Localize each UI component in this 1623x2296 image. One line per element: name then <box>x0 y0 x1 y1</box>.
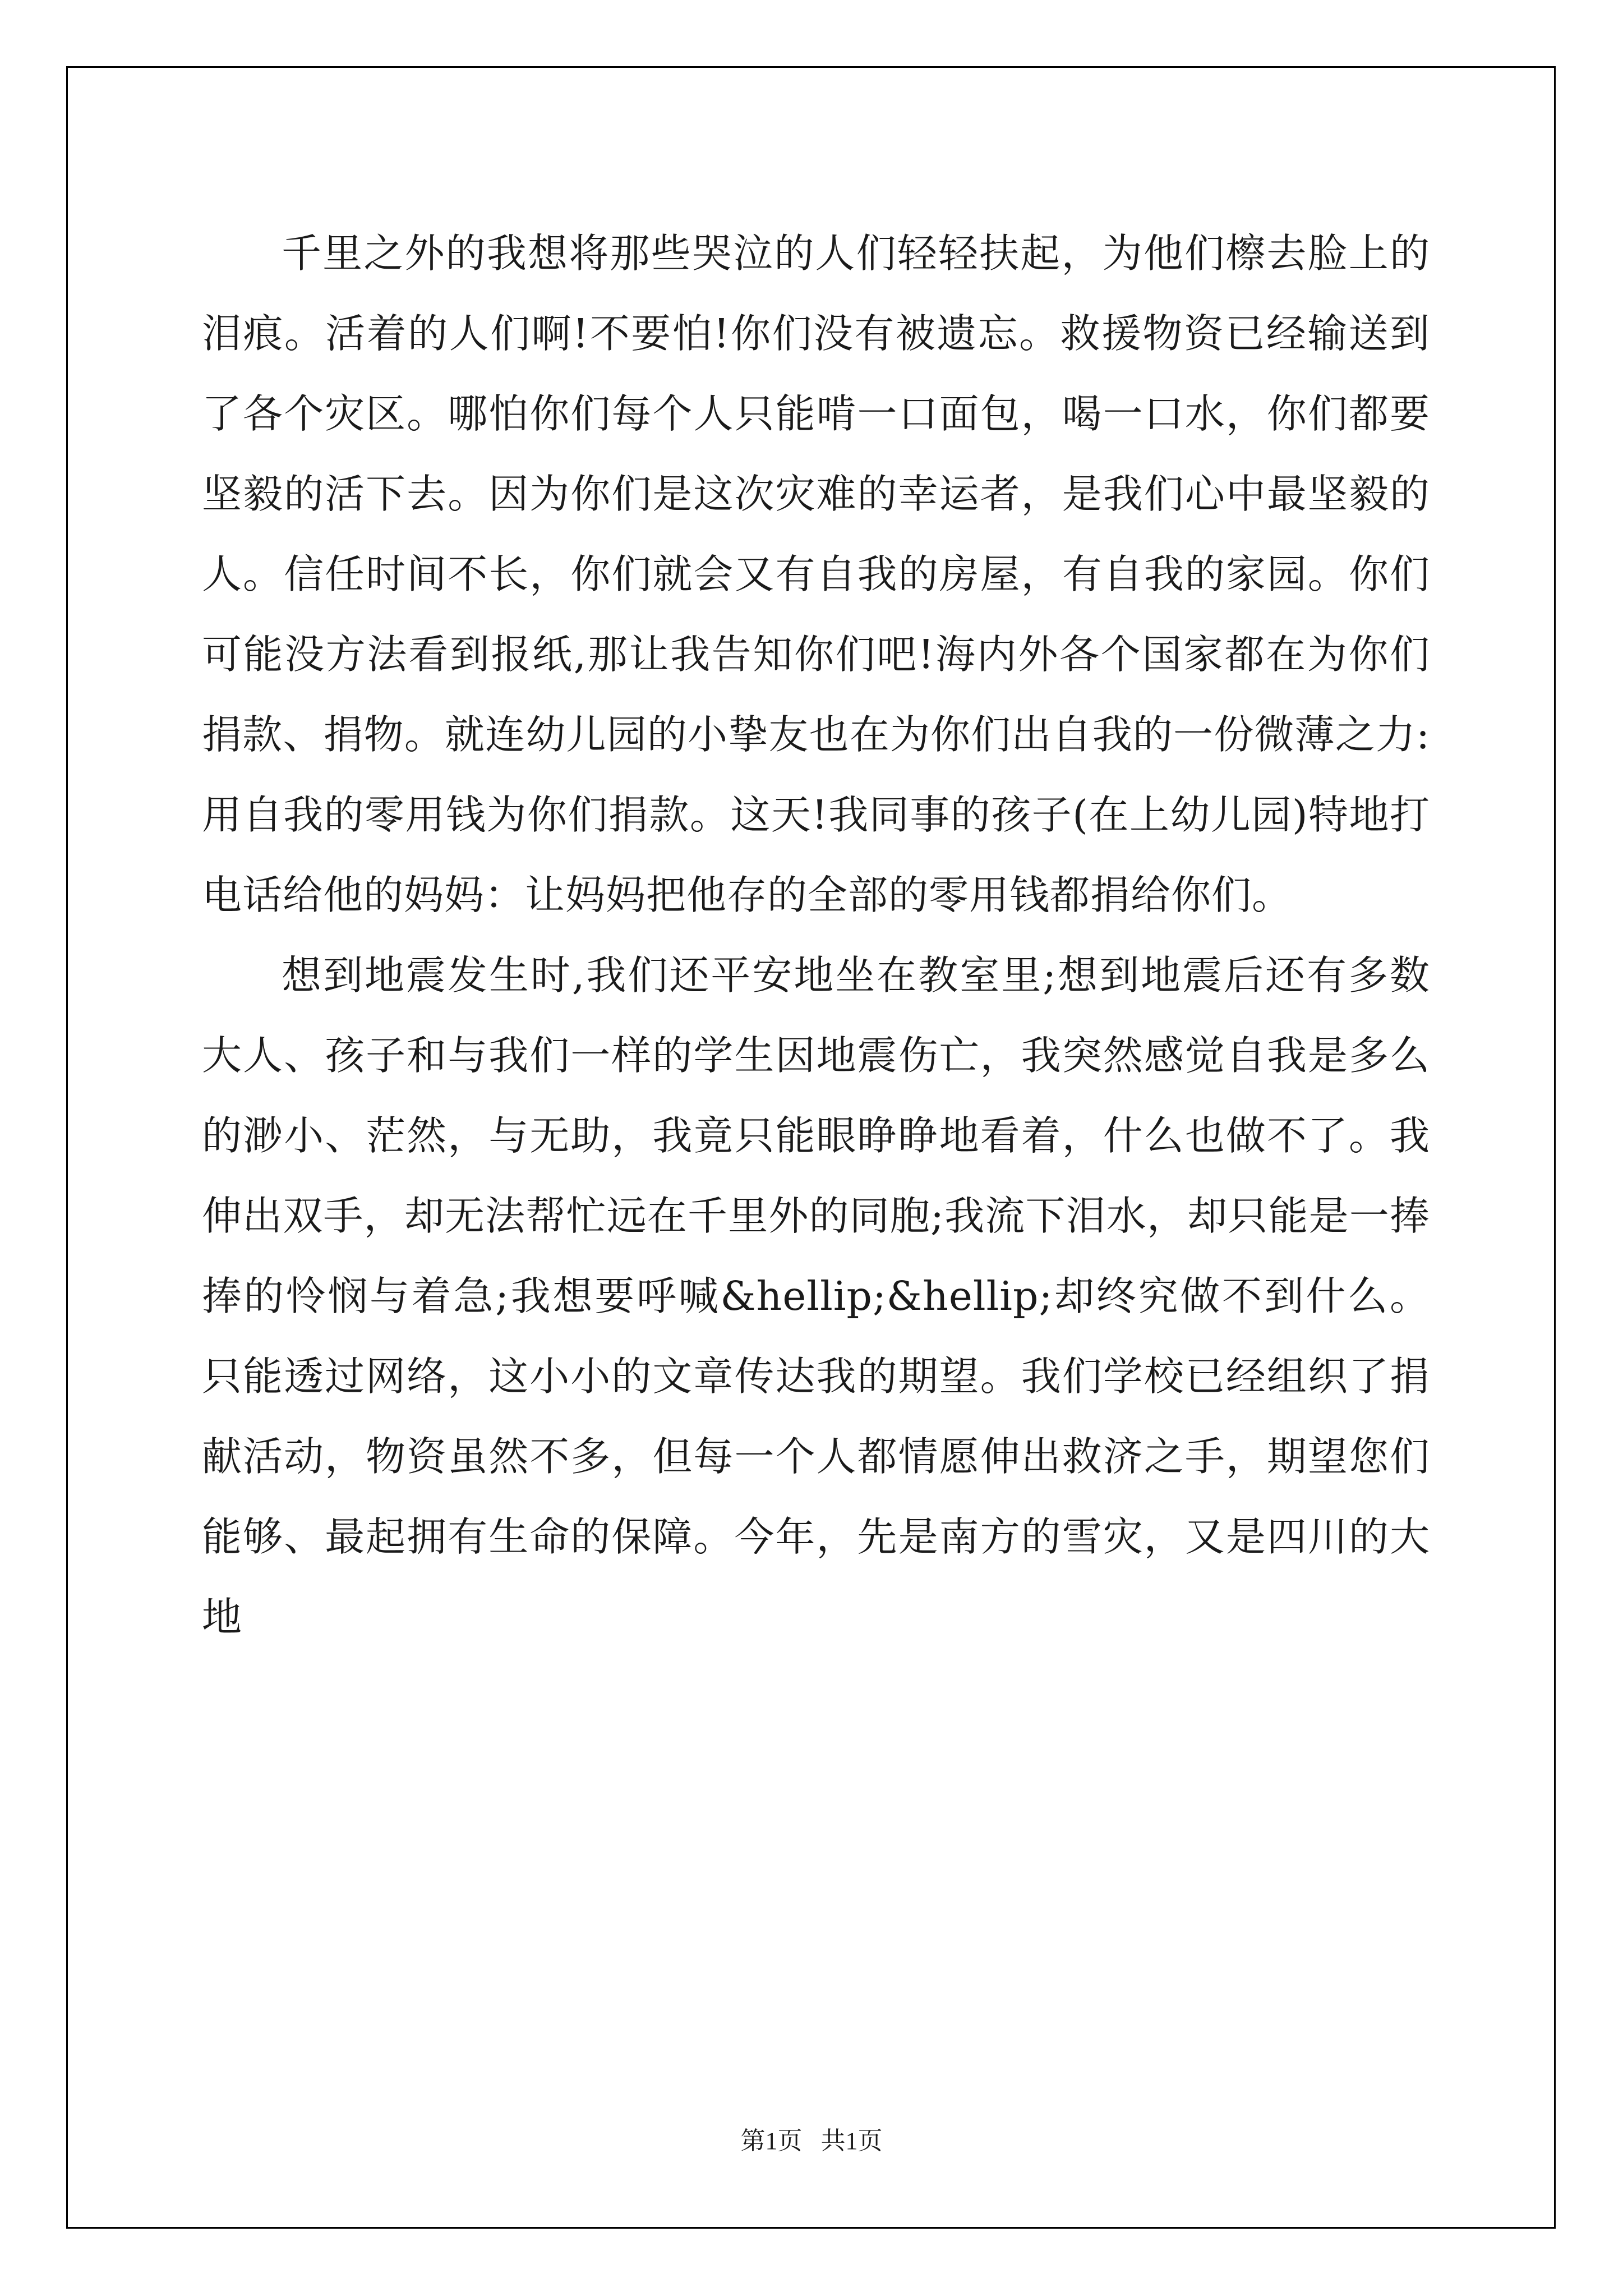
paragraph-2: 想到地震发生时,我们还平安地坐在教室里;想到地震后还有多数大人、孩子和与我们一样的学生因地震伤亡，我突然感觉自我是多么的渺小、茫然，与无助，我竟只能眼睁睁地看着，什么也做不了。我伸出双手，却无法帮忙远在千里外的同胞;我流下泪水，却只能是一捧捧的怜悯与着急;我想要呼喊&hellip;&hellip;却终究做不到什么。只能透过网络，这小小的文章传达我的期望。我们学校已经组织了捐献活动，物资虽然不多，但每一个人都情愿伸出救济之手，期望您们能够、最起拥有生命的保障。今年，先是南方的雪灾，又是四川的大地 <box>202 952 1430 1640</box>
document-body <box>202 213 1430 1657</box>
paragraph-1: 千里之外的我想将那些哭泣的人们轻轻扶起，为他们檫去脸上的泪痕。活着的人们啊!不要怕!你们没有被遗忘。救援物资已经输送到了各个灾区。哪怕你们每个人只能啃一口面包，喝一口水，你们都要坚毅的活下去。因为你们是这次灾难的幸运者，是我们心中最坚毅的人。信任时间不长，你们就会又有自我的房屋，有自我的家园。你们可能没方法看到报纸,那让我告知你们吧!海内外各个国家都在为你们捐款、捐物。就连幼儿园的小挚友也在为你们出自我的一份微薄之力:用自我的零用钱为你们捐款。这天!我同事的孩子(在上幼儿园)特地打电话给他的妈妈：让妈妈把他存的全部的零用钱都捐给你们。 <box>202 230 1430 918</box>
page-footer: 第1页 共1页 <box>740 2127 883 2155</box>
